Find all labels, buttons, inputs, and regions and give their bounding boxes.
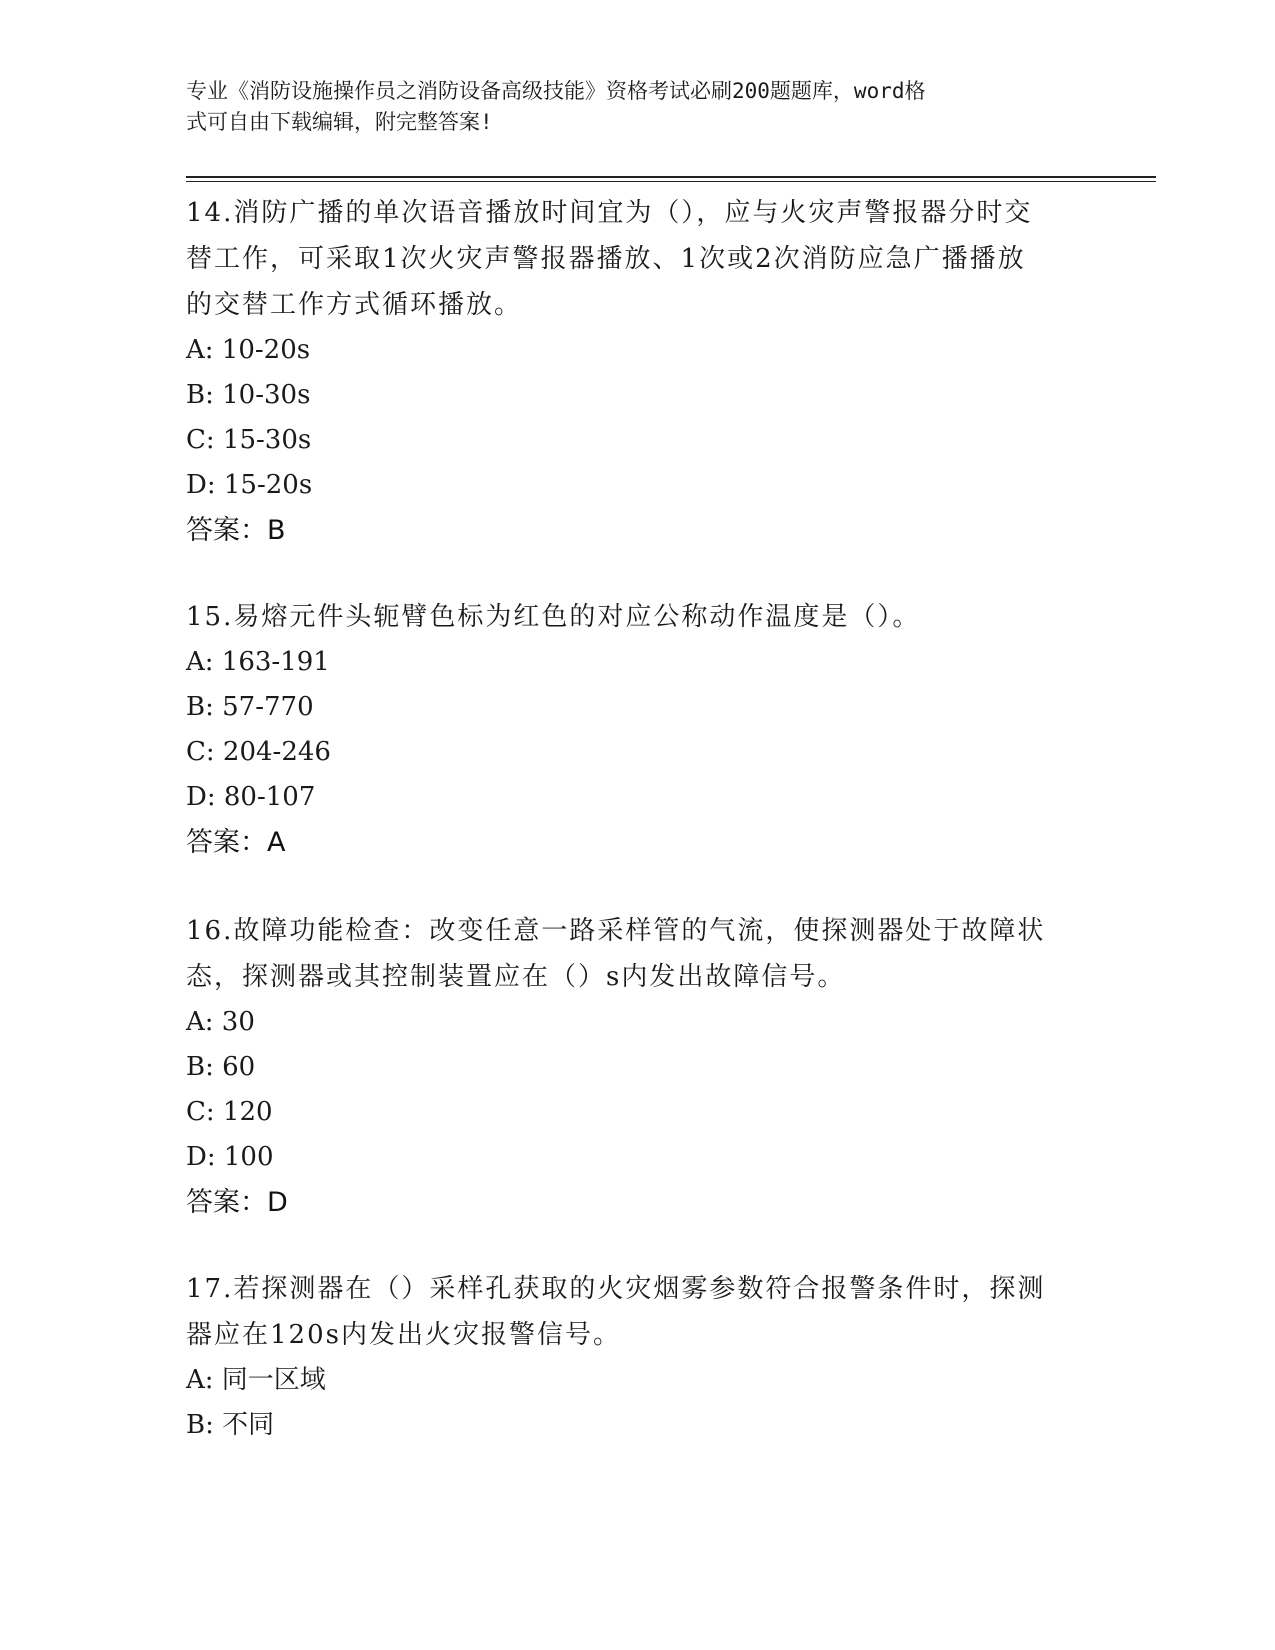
option-b: B: 60: [186, 1052, 256, 1082]
question-text: 14.消防广播的单次语音播放时间宜为（），应与火灾声警报器分时交: [186, 198, 1033, 228]
header-line-2: 式可自由下载编辑，附完整答案!: [186, 110, 493, 134]
option-b: B: 不同: [186, 1410, 275, 1440]
option-a: A: 10-20s: [186, 335, 311, 365]
option-b: B: 57-770: [186, 692, 314, 722]
question-text: 替工作，可采取1次火灾声警报器播放、1次或2次消防应急广播播放: [186, 244, 1026, 274]
question-16: [186, 908, 1076, 1225]
option-a: A: 同一区域: [186, 1365, 326, 1395]
header-divider-thin: [186, 181, 1156, 182]
option-d: D: 100: [186, 1142, 274, 1172]
answer: 答案：A: [186, 827, 286, 858]
question-text: 态，探测器或其控制装置应在（）s内发出故障信号。: [186, 962, 846, 992]
option-d: D: 15-20s: [186, 470, 313, 500]
question-text: 17.若探测器在（）采样孔获取的火灾烟雾参数符合报警条件时，探测: [186, 1274, 1046, 1304]
option-c: C: 120: [186, 1097, 273, 1127]
question-14: [186, 190, 1076, 553]
answer: 答案：B: [186, 515, 286, 546]
question-15: [186, 594, 1076, 865]
header-line-1: 专业《消防设施操作员之消防设备高级技能》资格考试必刷200题题库，word格: [186, 79, 926, 103]
option-b: B: 10-30s: [186, 380, 311, 410]
question-17: [186, 1266, 1076, 1448]
option-a: A: 30: [186, 1007, 255, 1037]
option-c: C: 204-246: [186, 737, 331, 767]
question-text: 器应在120s内发出火灾报警信号。: [186, 1320, 621, 1350]
question-text: 的交替工作方式循环播放。: [186, 290, 523, 320]
question-text: 15.易熔元件头轭臂色标为红色的对应公称动作温度是（）。: [186, 602, 921, 632]
header-divider-thick: [186, 176, 1156, 178]
option-d: D: 80-107: [186, 782, 316, 812]
option-c: C: 15-30s: [186, 425, 312, 455]
answer: 答案：D: [186, 1187, 288, 1218]
question-text: 16.故障功能检查：改变任意一路采样管的气流，使探测器处于故障状: [186, 916, 1046, 946]
document-header: [186, 76, 1066, 138]
option-a: A: 163-191: [186, 647, 330, 677]
